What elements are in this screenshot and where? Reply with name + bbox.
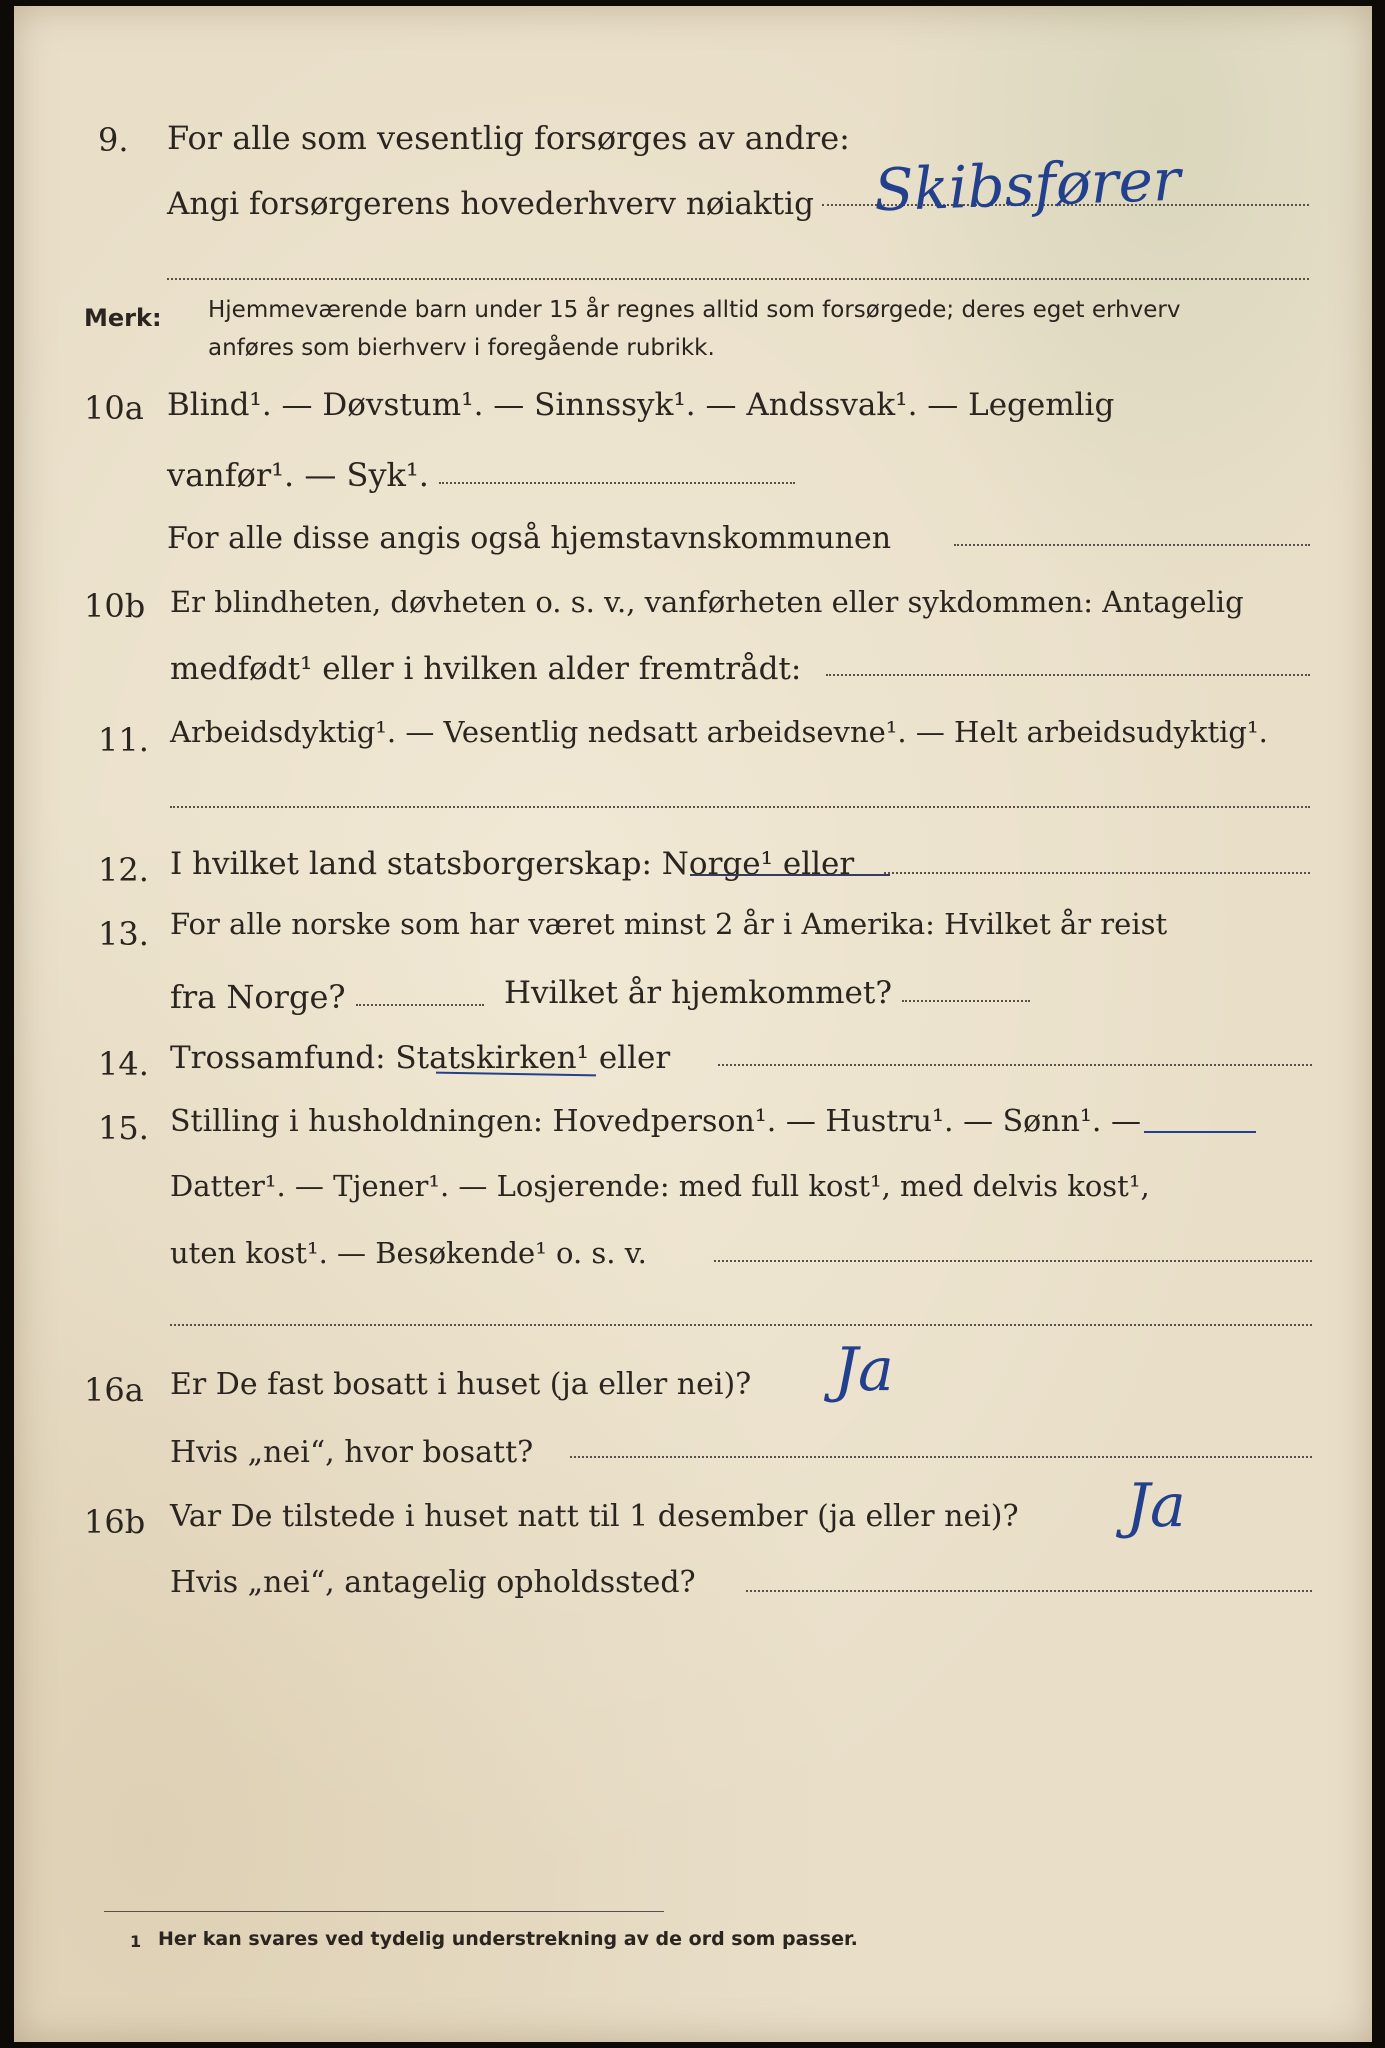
merk-line1: Hjemmeværende barn under 15 år regnes alltid som forsørgede; deres eget erhverv [208, 297, 1181, 323]
q15-extra-line [170, 1324, 1312, 1326]
q13-line2b: Hvilket år hjemkommet? [504, 975, 892, 1011]
q16a-number: 16a [84, 1371, 144, 1409]
merk-label: Merk: [84, 304, 162, 332]
q12-line1: I hvilket land statsborgerskap: Norge¹ eller [170, 846, 855, 882]
merk-line2: anføres som bierhverv i foregående rubrikk. [208, 335, 715, 361]
q16a-answer-line [570, 1456, 1312, 1458]
q16b-line2: Hvis „nei“, antagelig opholdssted? [170, 1565, 696, 1600]
q15-sonn-underline [1144, 1131, 1256, 1133]
q16a-handwritten-answer: Ja [834, 1335, 894, 1405]
q10a-syk-line [439, 482, 795, 484]
q9-line1: For alle som vesentlig forsørges av andre: [167, 119, 850, 157]
q9-line2: Angi forsørgerens hovederhverv nøiaktig [167, 186, 814, 222]
q13-reist-line [356, 1004, 484, 1006]
q10a-line3: For alle disse angis også hjemstavnskommunen [167, 521, 892, 556]
q15-line2: Datter¹. — Tjener¹. — Losjerende: med full kost¹, med delvis kost¹, [170, 1169, 1150, 1203]
q16b-number: 16b [84, 1503, 146, 1541]
q13-hjemkommet-line [902, 1000, 1030, 1002]
q15-number: 15. [98, 1109, 149, 1147]
q13-line2a: fra Norge? [170, 978, 346, 1016]
q10a-line2: vanfør¹. — Syk¹. [167, 456, 429, 494]
q10b-number: 10b [84, 587, 146, 625]
q9-handwritten-answer: Skibsfører [872, 145, 1182, 225]
q11-number: 11. [98, 721, 149, 759]
census-form-page [14, 6, 1372, 2042]
q10a-number: 10a [84, 389, 144, 427]
q16a-line1: Er De fast bosatt i huset (ja eller nei)? [170, 1367, 752, 1402]
q12-number: 12. [98, 851, 149, 889]
q15-line3: uten kost¹. — Besøkende¹ o. s. v. [170, 1236, 647, 1270]
q11-line1: Arbeidsdyktig¹. — Vesentlig nedsatt arbeidsevne¹. — Helt arbeidsudyktig¹. [170, 715, 1268, 749]
q9-extra-line [167, 278, 1309, 280]
q16b-answer-line [746, 1590, 1312, 1592]
q16b-line1: Var De tilstede i huset natt til 1 desember (ja eller nei)? [170, 1499, 1019, 1534]
q12-norge-underline [690, 874, 890, 876]
q15-answer-line [714, 1260, 1312, 1262]
footnote-mark: 1 [130, 1932, 142, 1951]
q16b-handwritten-answer: Ja [1126, 1471, 1186, 1541]
q12-answer-line [884, 872, 1310, 874]
q10a-line1: Blind¹. — Døvstum¹. — Sinnssyk¹. — Andssvak¹. — Legemlig [167, 387, 1115, 423]
q9-number: 9. [98, 121, 129, 159]
q13-number: 13. [98, 915, 149, 953]
q16a-line2: Hvis „nei“, hvor bosatt? [170, 1435, 534, 1470]
footnote-rule [104, 1911, 664, 1912]
q14-answer-line [718, 1064, 1312, 1066]
q11-answer-line [170, 806, 1310, 808]
q10a-kommune-line [954, 544, 1310, 546]
q14-line1: Trossamfund: Statskirken¹ eller [170, 1040, 671, 1076]
q10b-line1: Er blindheten, døvheten o. s. v., vanførheten eller sykdommen: Antagelig [170, 585, 1244, 619]
q15-line1: Stilling i husholdningen: Hovedperson¹. — Hustru¹. — Sønn¹. — [170, 1104, 1141, 1139]
footnote-text: Her kan svares ved tydelig understrekning av de ord som passer. [158, 1928, 858, 1950]
q10b-answer-line [826, 674, 1310, 676]
q14-number: 14. [98, 1045, 149, 1083]
q10b-line2: medfødt¹ eller i hvilken alder fremtrådt: [170, 651, 802, 687]
q13-line1: For alle norske som har været minst 2 år i Amerika: Hvilket år reist [170, 907, 1168, 941]
